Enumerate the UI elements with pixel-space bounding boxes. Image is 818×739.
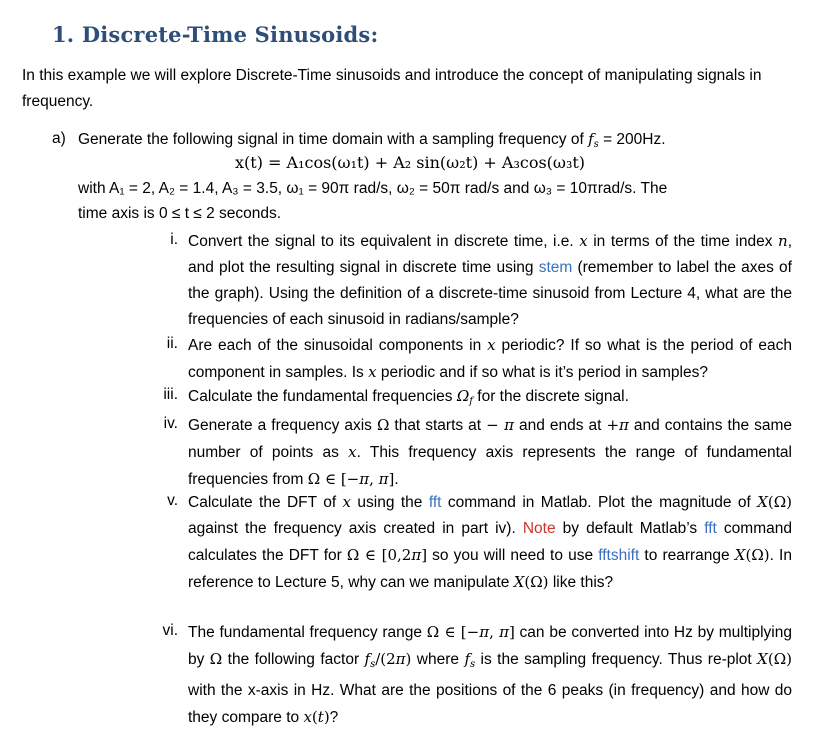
item-numeral: v.	[167, 492, 178, 509]
item-i-text: Convert the signal to its equivalent in discrete time, i.e. x in terms of the time index n, and plot the resulting signal in discrete time using stem (remember to label the axes of the graph). Using the definition of a discrete-time sinusoid from Lecture 4, what are the frequencies of each sinusoid in radians/sample?	[188, 232, 792, 328]
section-title: 1. Discrete-Time Sinusoids:	[52, 22, 379, 47]
params-line: with A₁ = 2, A₂ = 1.4, A₃ = 3.5, ω₁ = 90π rad/s, ω₂ = 50π rad/s and ω₃ = 10πrad/s. The	[78, 180, 668, 197]
intro-paragraph: In this example we will explore Discrete-Time sinusoids and introduce the concept of manipulating signals in frequency.	[22, 67, 762, 110]
fs-value: = 200Hz.	[603, 131, 666, 148]
signal-equation: x(t) = A₁cos(ω₁t) + A₂ sin(ω₂t) + A₃cos(ω₃t)	[235, 153, 586, 172]
item-numeral: iii.	[163, 386, 178, 403]
item-vi-text: The fundamental frequency range Ω ∈ [−π, π] can be converted into Hz by multiplying by Ω the following factor $f_s/(2\pi)$ where $f_s$ is the sampling frequency. Thus re-plot X(Ω) with the x-axis in Hz. What are the positions of the 6 peaks (in frequency) and how do they compare to x(t)?	[188, 623, 792, 726]
time-axis-line: time axis is 0 ≤ t ≤ 2 seconds.	[78, 205, 282, 222]
item-ii-text: Are each of the sinusoidal components in x periodic? If so what is the period of each component in samples. Is x periodic and if so what is it’s period in samples?	[188, 336, 792, 381]
part-a-text: Generate the following signal in time domain with a sampling frequency of	[78, 131, 584, 148]
fft-keyword: fft	[428, 494, 442, 511]
part-a-line1	[78, 130, 666, 150]
item-numeral: vi.	[162, 622, 178, 639]
item-iv-text: Generate a frequency axis Ω that starts at − π and ends at +π and contains the same number of points as x. This frequency axis represents the range of fundamental frequencies from Ω ∈ [−π, π].	[188, 416, 792, 488]
fs-symbol: $f_s$	[588, 130, 599, 150]
stem-keyword: stem	[538, 259, 573, 276]
item-iii-text: Calculate the fundamental frequencies $\Omega_f$ for the discrete signal.	[188, 387, 629, 407]
item-v-text: Calculate the DFT of x using the fft command in Matlab. Plot the magnitude of X(Ω) against the frequency axis created in part iv). Note by default Matlab’s fft command calculates the DFT for Ω ∈ [0,2π] so you will need to use fftshift to rearrange X(Ω). In reference to Lecture 5, why can we manipulate X(Ω) like this?	[188, 493, 793, 591]
note-keyword: Note	[522, 520, 556, 537]
part-a-label: a)	[52, 130, 66, 147]
fftshift-keyword: fftshift	[598, 547, 640, 564]
item-numeral: ii.	[166, 335, 178, 352]
item-numeral: iv.	[163, 415, 178, 432]
item-numeral: i.	[170, 231, 178, 248]
